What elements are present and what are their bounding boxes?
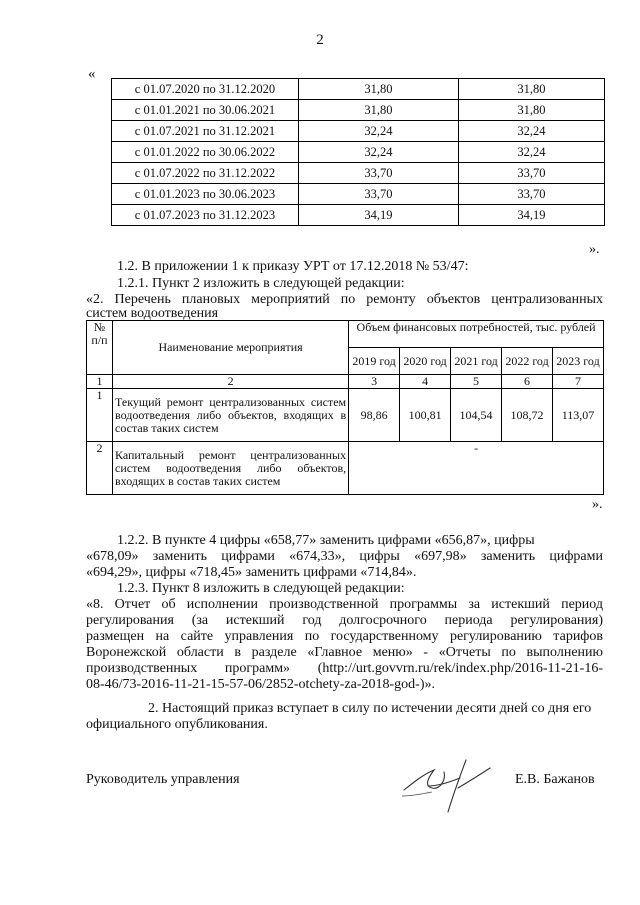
tariff-value-vat: 31,80 <box>458 100 604 121</box>
row2-number: 2 <box>87 442 113 495</box>
tariff-row <box>112 163 605 184</box>
tariff-period: с 01.07.2021 по 31.12.2021 <box>112 121 299 142</box>
tariff-value: 33,70 <box>298 184 458 205</box>
signatory-name: Е.В. Бажанов <box>515 772 595 787</box>
tariff-table-closing-quote: ». <box>589 242 600 257</box>
column-index: 1 <box>87 375 113 389</box>
column-index: 5 <box>451 375 502 389</box>
tariff-value-vat: 33,70 <box>458 163 604 184</box>
row2-value: - <box>349 442 604 495</box>
header-volume: Объем финансовых потребностей, тыс. рублей <box>349 321 604 348</box>
tariff-value-vat: 33,70 <box>458 184 604 205</box>
paragraph-1-2-3: 1.2.3. Пункт 8 изложить в следующей редакции: <box>117 581 405 596</box>
row2-name: Капитальный ремонт централизованных систем водоотведения либо объектов, входящих в состав таких систем <box>113 442 349 495</box>
tariff-value-vat: 32,24 <box>458 142 604 163</box>
tariff-value: 32,24 <box>298 121 458 142</box>
tariff-value: 33,70 <box>298 163 458 184</box>
tariff-period: с 01.01.2021 по 30.06.2021 <box>112 100 299 121</box>
tariff-value: 32,24 <box>298 142 458 163</box>
tariff-period: с 01.01.2022 по 30.06.2022 <box>112 142 299 163</box>
row1-value-2019: 98,86 <box>349 389 400 442</box>
column-index: 2 <box>113 375 349 389</box>
row1-value-2020: 100,81 <box>400 389 451 442</box>
paragraph-8-line3: размещен на сайте управления по государственному регулированию тарифов <box>86 629 603 644</box>
row1-value-2022: 108,72 <box>502 389 553 442</box>
opening-quote: « <box>88 66 96 82</box>
tariff-value: 31,80 <box>298 100 458 121</box>
column-index: 6 <box>502 375 553 389</box>
paragraph-8-line2: регулирования (за истекший год долгосрочного периода регулирования) <box>86 613 603 628</box>
paragraph-1-2-2-line2: «678,09» заменить цифрами «674,33», цифры «697,98» заменить цифрами <box>86 549 603 564</box>
header-year: 2022 год <box>502 348 553 375</box>
column-index: 3 <box>349 375 400 389</box>
tariff-period: с 01.07.2023 по 31.12.2023 <box>112 205 299 226</box>
paragraph-8-line4: Воронежской области в разделе «Главное меню» - «Отчеты по выполнению <box>86 645 603 660</box>
paragraph-2-heading-line1: «2. Перечень плановых мероприятий по ремонту объектов централизованных <box>86 292 603 307</box>
measures-table <box>86 320 604 495</box>
header-year: 2020 год <box>400 348 451 375</box>
tariff-value: 31,80 <box>298 79 458 100</box>
paragraph-8-line1: «8. Отчет об исполнении производственной программы за истекший период <box>86 597 603 612</box>
paragraph-8-line6: 08-46/73-2016-11-21-15-57-06/2852-otchety-za-2018-god-)». <box>86 677 436 692</box>
paragraph-1-2: 1.2. В приложении 1 к приказу УРТ от 17.12.2018 № 53/47: <box>117 259 469 274</box>
paragraph-1-2-1: 1.2.1. Пункт 2 изложить в следующей редакции: <box>117 276 405 291</box>
paragraph-2-effective-line1: 2. Настоящий приказ вступает в силу по истечении десяти дней со дня его <box>148 701 592 716</box>
tariff-period: с 01.07.2020 по 31.12.2020 <box>112 79 299 100</box>
header-year: 2019 год <box>349 348 400 375</box>
header-year: 2023 год <box>553 348 604 375</box>
paragraph-1-2-2-line1: 1.2.2. В пункте 4 цифры «658,77» заменить цифрами «656,87», цифры <box>117 533 535 548</box>
tariff-row <box>112 79 605 100</box>
handwritten-signature <box>398 752 508 822</box>
tariff-table <box>111 78 605 226</box>
tariff-value-vat: 32,24 <box>458 121 604 142</box>
tariff-period: с 01.01.2023 по 30.06.2023 <box>112 184 299 205</box>
measures-table-closing-quote: ». <box>592 497 603 512</box>
signatory-title: Руководитель управления <box>86 772 240 787</box>
row1-number: 1 <box>87 389 113 442</box>
tariff-row <box>112 100 605 121</box>
paragraph-8-line5: производственных программ» (http://urt.govvrn.ru/rek/index.php/2016-11-21-16- <box>86 661 603 676</box>
tariff-row <box>112 121 605 142</box>
tariff-value: 34,19 <box>298 205 458 226</box>
row1-value-2023: 113,07 <box>553 389 604 442</box>
tariff-row <box>112 184 605 205</box>
row1-value-2021: 104,54 <box>451 389 502 442</box>
header-number: № п/п <box>87 321 113 375</box>
tariff-value-vat: 34,19 <box>458 205 604 226</box>
paragraph-2-heading-line2: систем водоотведения <box>86 306 219 321</box>
paragraph-1-2-2-line3: «694,29», цифры «718,45» заменить цифрами «714,84». <box>86 565 417 580</box>
column-index: 4 <box>400 375 451 389</box>
tariff-value-vat: 31,80 <box>458 79 604 100</box>
page-number: 2 <box>316 32 324 48</box>
column-index: 7 <box>553 375 604 389</box>
tariff-row <box>112 205 605 226</box>
tariff-period: с 01.07.2022 по 31.12.2022 <box>112 163 299 184</box>
row1-name: Текущий ремонт централизованных систем водоотведения либо объектов, входящих в состав таких систем <box>113 389 349 442</box>
paragraph-2-effective-line2: официального опубликования. <box>86 717 268 732</box>
tariff-row <box>112 142 605 163</box>
header-year: 2021 год <box>451 348 502 375</box>
header-name: Наименование мероприятия <box>113 321 349 375</box>
